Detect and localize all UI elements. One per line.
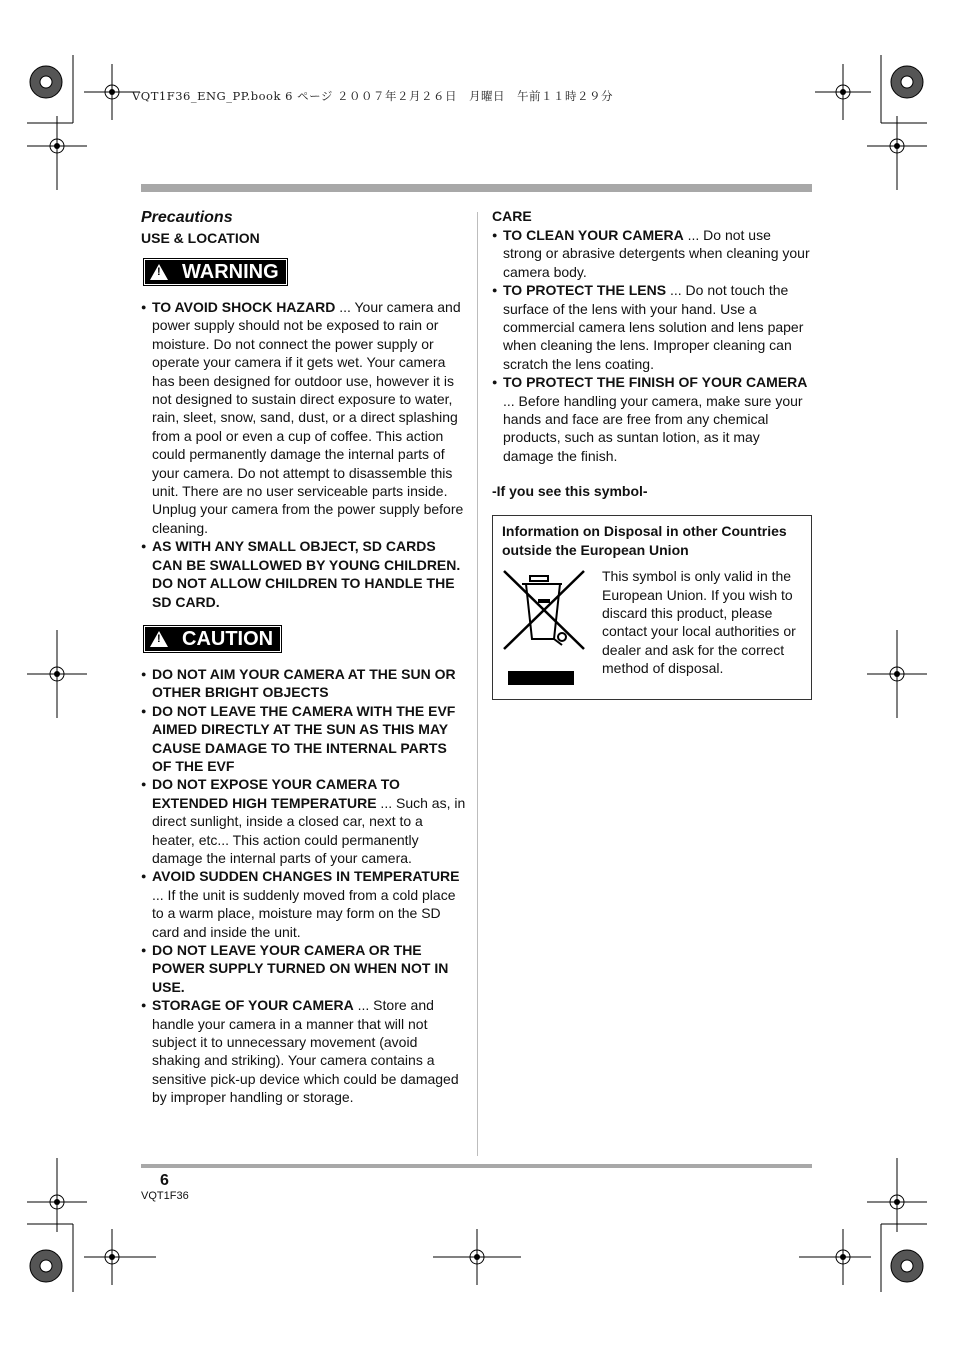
list-item: ● AVOID SUDDEN CHANGES IN TEMPERATURE ... If the unit is suddenly moved from a cold place to a warm place, moisture may form on the SD card and inside the unit. bbox=[141, 867, 467, 941]
list-item: ● TO PROTECT THE LENS ... Do not touch the surface of the lens with your hand. Use a commercial camera lens solution and lens paper when cleaning the lens. Improper cleaning can scratch the lens coating. bbox=[492, 281, 812, 373]
top-rule bbox=[141, 184, 812, 192]
list-item: ● DO NOT AIM YOUR CAMERA AT THE SUN OR OTHER BRIGHT OBJECTS bbox=[141, 665, 467, 702]
list-item: ● AS WITH ANY SMALL OBJECT, SD CARDS CAN BE SWALLOWED BY YOUNG CHILDREN. DO NOT ALLOW CHILDREN TO HANDLE THE SD CARD. bbox=[141, 537, 467, 611]
disposal-box-title: Information on Disposal in other Countries outside the European Union bbox=[502, 523, 787, 558]
warning-list bbox=[141, 298, 467, 611]
list-item: ● DO NOT LEAVE YOUR CAMERA OR THE POWER SUPPLY TURNED ON WHEN NOT IN USE. bbox=[141, 941, 467, 996]
care-list bbox=[492, 226, 812, 465]
list-item: ● STORAGE OF YOUR CAMERA ... Store and handle your camera in a manner that will not subject it to unnecessary movement (avoid shaking and striking). Your camera contains a sensitive pick-up device which could be damaged by improper handling or storage. bbox=[141, 996, 467, 1106]
caution-badge bbox=[143, 625, 282, 653]
list-item: ● TO PROTECT THE FINISH OF YOUR CAMERA ... Before handling your camera, make sure your hands and face are free from any chemical products, such as suntan lotion, as it may damage the finish. bbox=[492, 373, 812, 465]
file-info-header: VQT1F36_ENG_PP.book 6 ページ ２００７年２月２６日 月曜日 午前１１時２９分 bbox=[132, 89, 614, 103]
care-title: CARE bbox=[492, 208, 532, 224]
list-item: ● TO CLEAN YOUR CAMERA ... Do not use strong or abrasive detergents when cleaning your camera body. bbox=[492, 226, 812, 281]
warning-badge bbox=[143, 258, 288, 286]
model-code: VQT1F36 bbox=[141, 1190, 189, 1202]
section-title: Precautions bbox=[141, 209, 233, 226]
disposal-box-text: This symbol is only valid in the European Union. If you wish to discard this product, please contact your local authorities or dealer and ask for the correct method of disposal. bbox=[602, 568, 796, 677]
bottom-rule bbox=[141, 1164, 812, 1168]
warning-label: WARNING bbox=[182, 260, 279, 283]
disposal-info-box bbox=[492, 515, 812, 700]
warning-triangle-icon: ! bbox=[150, 264, 168, 280]
list-item: ● DO NOT EXPOSE YOUR CAMERA TO EXTENDED HIGH TEMPERATURE ... Such as, in direct sunlight, inside a closed car, next to a heater, etc... This action could permanently damage the internal parts of your camera. bbox=[141, 775, 467, 867]
left-column bbox=[141, 207, 467, 1107]
list-item: ● TO AVOID SHOCK HAZARD ... Your camera and power supply should not be exposed to rain or moisture. Do not connect the power supply or operate your camera if it gets wet. Your camera has been designed for outdoor use, however it is not designed to sustain direct exposure to water, rain, sleet, snow, sand, dust, or a direct splashing from a pool or even a cup of coffee. This action could permanently damage the internal parts of your camera. Do not attempt to disassemble this unit. There are no user serviceable parts inside. Unplug your camera from the power supply before cleaning. bbox=[141, 298, 467, 537]
caution-triangle-icon: ! bbox=[150, 631, 168, 647]
caution-list bbox=[141, 665, 467, 1107]
symbol-heading: -If you see this symbol- bbox=[492, 483, 648, 500]
caution-label: CAUTION bbox=[182, 627, 274, 650]
list-item: ● DO NOT LEAVE THE CAMERA WITH THE EVF AIMED DIRECTLY AT THE SUN AS THIS MAY CAUSE DAMAGE TO THE INTERNAL PARTS OF THE EVF bbox=[141, 702, 467, 776]
column-divider bbox=[477, 212, 478, 1156]
section-subtitle: USE & LOCATION bbox=[141, 230, 260, 246]
page-number: 6 bbox=[160, 1172, 169, 1189]
right-column bbox=[492, 207, 812, 700]
crossed-out-bin-icon bbox=[502, 567, 598, 693]
